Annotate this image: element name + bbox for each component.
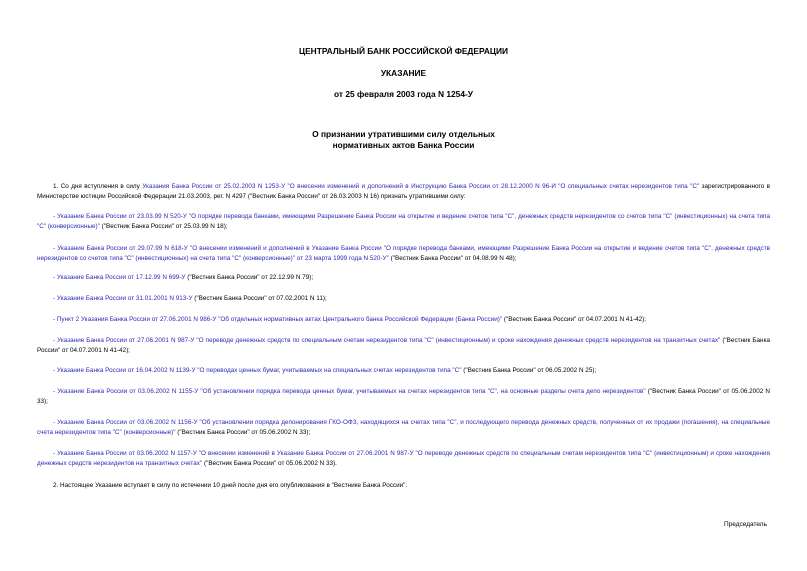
list-item-publication: ("Вестник Банка России" от 04.07.2001 N 41-42);	[37, 337, 771, 354]
list-item-publication: ("Вестник Банка России" от 04.07.2001 N 41-42);	[502, 316, 647, 323]
document-title-line-1: О признании утратившими силу отдельных	[312, 129, 495, 139]
list-item	[37, 315, 770, 325]
list-item-publication: ("Вестник Банка России" от 05.06.2002 N 33);	[37, 388, 770, 405]
list-item-link[interactable]: - Указание Банка России от 27.06.2001 N 987-У "О переводе денежных средств по специальным счетам нерезидентов типа "С" (инвестиционным) и сроке нахождения денежных средств нерезидентов на транзитных счетах"	[53, 337, 721, 344]
paragraph-1-prefix: 1. Со дня вступления в силу	[53, 183, 143, 190]
list-item-link[interactable]: - Указание Банка России от 31.01.2001 N 913-У	[53, 295, 193, 302]
paragraph-1-suffix: зарегистрированного в Министерстве юстиции Российской Федерации 21.03.2003, рег. N 4297 ("Вестник Банка России" от 26.03.2003 N 16) признать утратившими силу:	[37, 183, 771, 200]
list-item-link[interactable]: - Указание Банка России от 03.06.2002 N 1156-У "Об установлении порядка депонирования ГКО-ОФЗ, находящихся на счетах типа "С", и последующего перевода денежных средств, полученных от их продажи (погашения), на специальные счета нерезидентов типа "С" (конверсионные)"	[37, 419, 770, 436]
list-item	[37, 273, 770, 283]
issuer-heading: ЦЕНТРАЛЬНЫЙ БАНК РОССИЙСКОЙ ФЕДЕРАЦИИ	[298, 46, 509, 56]
list-item-publication: ("Вестник Банка России" от 22.12.99 N 79);	[185, 274, 314, 281]
paragraph-2: 2. Настоящее Указание вступает в силу по истечении 10 дней после дня его опубликования в "Вестнике Банка России".	[53, 482, 408, 489]
signature-label: Председатель	[723, 521, 767, 528]
document-type: УКАЗАНИЕ	[380, 68, 427, 78]
list-item	[37, 244, 770, 263]
list-item-publication: ("Вестник Банка России" от 05.06.2002 N 33).	[202, 459, 337, 467]
list-item-link[interactable]: - Указание Банка России от 03.06.2002 N 1157-У "О внесении изменений в Указание Банка России от 27.06.2001 N 987-У "О переводе денежных средств по специальным счетам нерезидентов типа "С" (инвестиционным) и сроке нахождения денежных средств нерезидентов на транзитных счетах"	[37, 450, 770, 467]
list-item-publication: ("Вестник Банка России" от 06.05.2002 N 25);	[461, 367, 597, 374]
list-item-link[interactable]: - Указание Банка России от 23.03.99 N 520-У "О порядке перевода банками, имеющими Разрешение Банка России на открытие и ведение счетов типа "С", денежных средств нерезидентов со счетов типа "С" (инвестиционных) на счета типа "С" (конверсионные)"	[37, 213, 770, 230]
list-item-link[interactable]: - Указание Банка России от 16.04.2002 N 1139-У "О переводах ценных бумаг, учитываемых на специальных счетах нерезидентов типа "С"	[53, 367, 462, 374]
paragraph-1-link[interactable]: Указания Банка России от 25.02.2003 N 1253-У "О внесении изменений и дополнений в Инструкцию Банка России от 28.12.2000 N 96-И "О специальных счетах нерезидентов типа "С"	[142, 183, 700, 190]
list-item	[37, 418, 770, 437]
list-item-publication: ("Вестник Банка России" от 07.02.2001 N 11);	[192, 295, 327, 302]
list-item	[37, 366, 770, 376]
paragraph-1	[37, 182, 770, 201]
list-item	[37, 212, 770, 231]
list-item-link[interactable]: - Пункт 2 Указания Банка России от 27.06.2001 N 986-У "Об отдельных нормативных актах Центрального банка Российской Федерации (Банка России)"	[53, 316, 503, 323]
list-item-publication: ("Вестник Банка России" от 04.08.99 N 48);	[388, 254, 517, 262]
list-item-link[interactable]: - Указание Банка России от 29.07.99 N 618-У "О внесении изменений и дополнений в Указание Банка России "О порядке перевода банками, имеющими Разрешение Банка России на открытие и ведение счетов типа "С", денежных средств нерезидентов со счетов типа "С" (инвестиционных) на счета типа "С" (конверсионные)" от 23 марта 1999 года N 520-У"	[37, 245, 770, 262]
list-item-publication: ("Вестник Банка России" от 25.03.99 N 18);	[99, 222, 228, 230]
list-item	[37, 387, 770, 406]
list-item	[37, 449, 770, 468]
list-item-link[interactable]: - Указание Банка России от 03.06.2002 N 1155-У "Об установлении порядка перевода ценных бумаг, учитываемых на счетах нерезидентов типа "С", на основные разделы счета депо нерезидентов"	[53, 388, 646, 395]
document-date-number: от 25 февраля 2003 года N 1254-У	[334, 89, 473, 99]
list-item-publication: ("Вестник Банка России" от 05.06.2002 N 33);	[175, 428, 311, 436]
list-item	[37, 336, 770, 355]
list-item-link[interactable]: - Указание Банка России от 17.12.99 N 699-У	[53, 274, 186, 281]
document-title-line-2: нормативных актов Банка России	[332, 140, 475, 150]
list-item	[37, 294, 770, 304]
